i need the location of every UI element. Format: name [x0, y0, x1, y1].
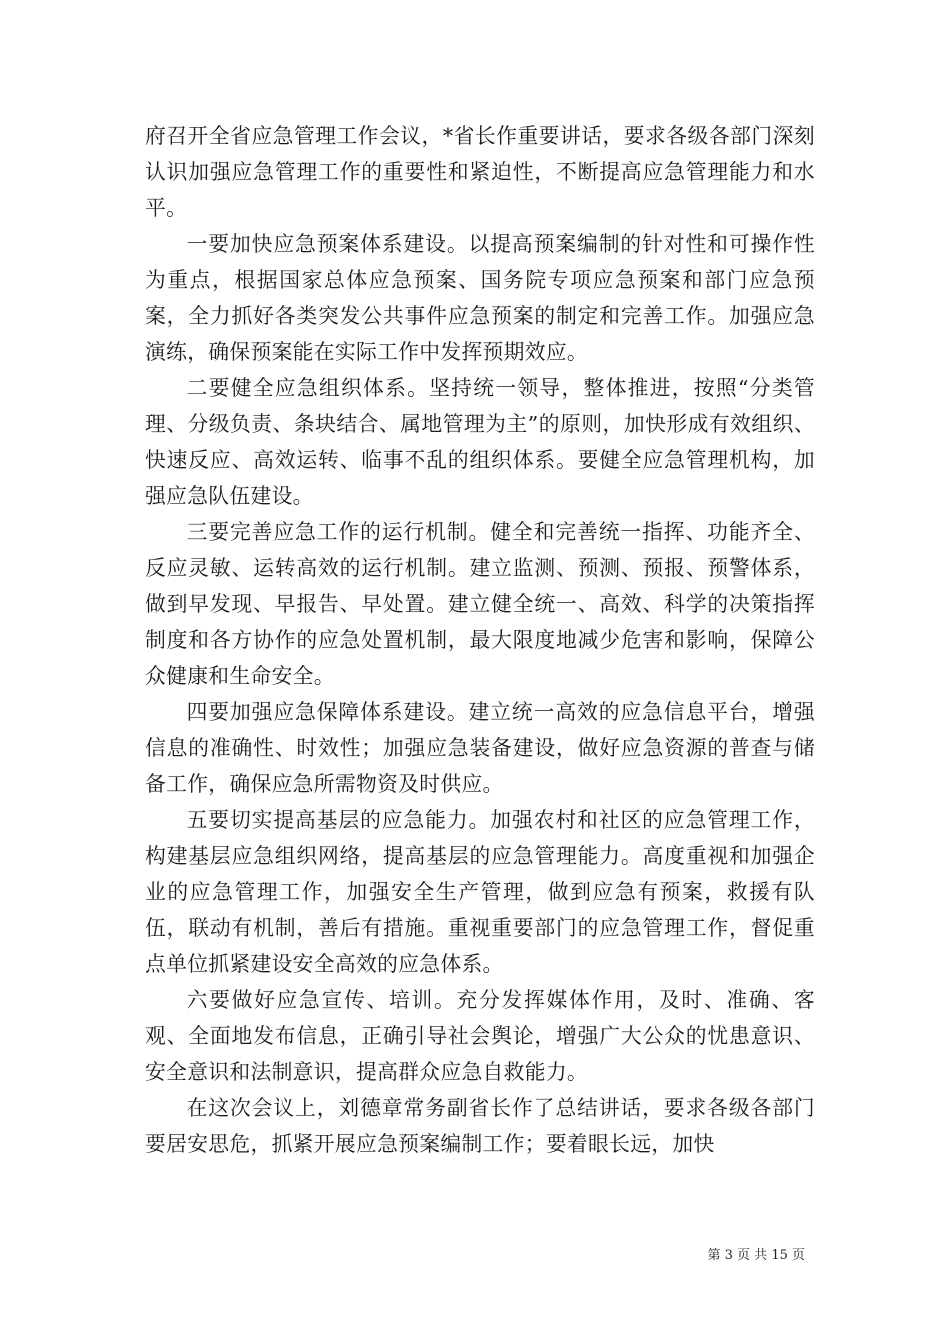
paragraph-publicity-training: 六要做好应急宣传、培训。充分发挥媒体作用，及时、准确、客观、全面地发布信息，正确引导社会舆论，增强广大公众的忧患意识、安全意识和法制意识，提高群众应急自救能力。 — [145, 988, 815, 1084]
paragraph-mechanism: 三要完善应急工作的运行机制。健全和完善统一指挥、功能齐全、反应灵敏、运转高效的运行机制。建立监测、预测、预报、预警体系，做到早发现、早报告、早处置。建立健全统一、高效、科学的决策指挥制度和各方协作的应急处置机制，最大限度地减少危害和影响，保障公众健康和生命安全。 — [145, 520, 815, 688]
document-body — [145, 118, 815, 1162]
paragraph-continuation: 府召开全省应急管理工作会议，*省长作重要讲话，要求各级各部门深刻认识加强应急管理工作的重要性和紧迫性，不断提高应急管理能力和水平。 — [145, 124, 815, 220]
paragraph-support-system: 四要加强应急保障体系建设。建立统一高效的应急信息平台，增强信息的准确性、时效性；加强应急装备建设，做好应急资源的普查与储备工作，确保应急所需物资及时供应。 — [145, 700, 815, 796]
paragraph-emergency-plan: 一要加快应急预案体系建设。以提高预案编制的针对性和可操作性为重点，根据国家总体应急预案、国务院专项应急预案和部门应急预案，全力抓好各类突发公共事件应急预案的制定和完善工作。加强应急演练，确保预案能在实际工作中发挥预期效应。 — [145, 232, 815, 364]
page-number: 第 3 页 共 15 页 — [707, 1248, 805, 1263]
paragraph-grassroots: 五要切实提高基层的应急能力。加强农村和社区的应急管理工作，构建基层应急组织网络，提高基层的应急管理能力。高度重视和加强企业的应急管理工作，加强安全生产管理，做到应急有预案，救援有队伍，联动有机制，善后有措施。重视重要部门的应急管理工作，督促重点单位抓紧建设安全高效的应急体系。 — [145, 808, 815, 976]
paragraph-meeting-summary: 在这次会议上，刘德章常务副省长作了总结讲话，要求各级各部门要居安思危，抓紧开展应急预案编制工作；要着眼长远，加快 — [145, 1096, 815, 1156]
paragraph-organization: 二要健全应急组织体系。坚持统一领导，整体推进，按照“分类管理、分级负责、条块结合、属地管理为主”的原则，加快形成有效组织、快速反应、高效运转、临事不乱的组织体系。要健全应急管理机构，加强应急队伍建设。 — [145, 376, 815, 508]
